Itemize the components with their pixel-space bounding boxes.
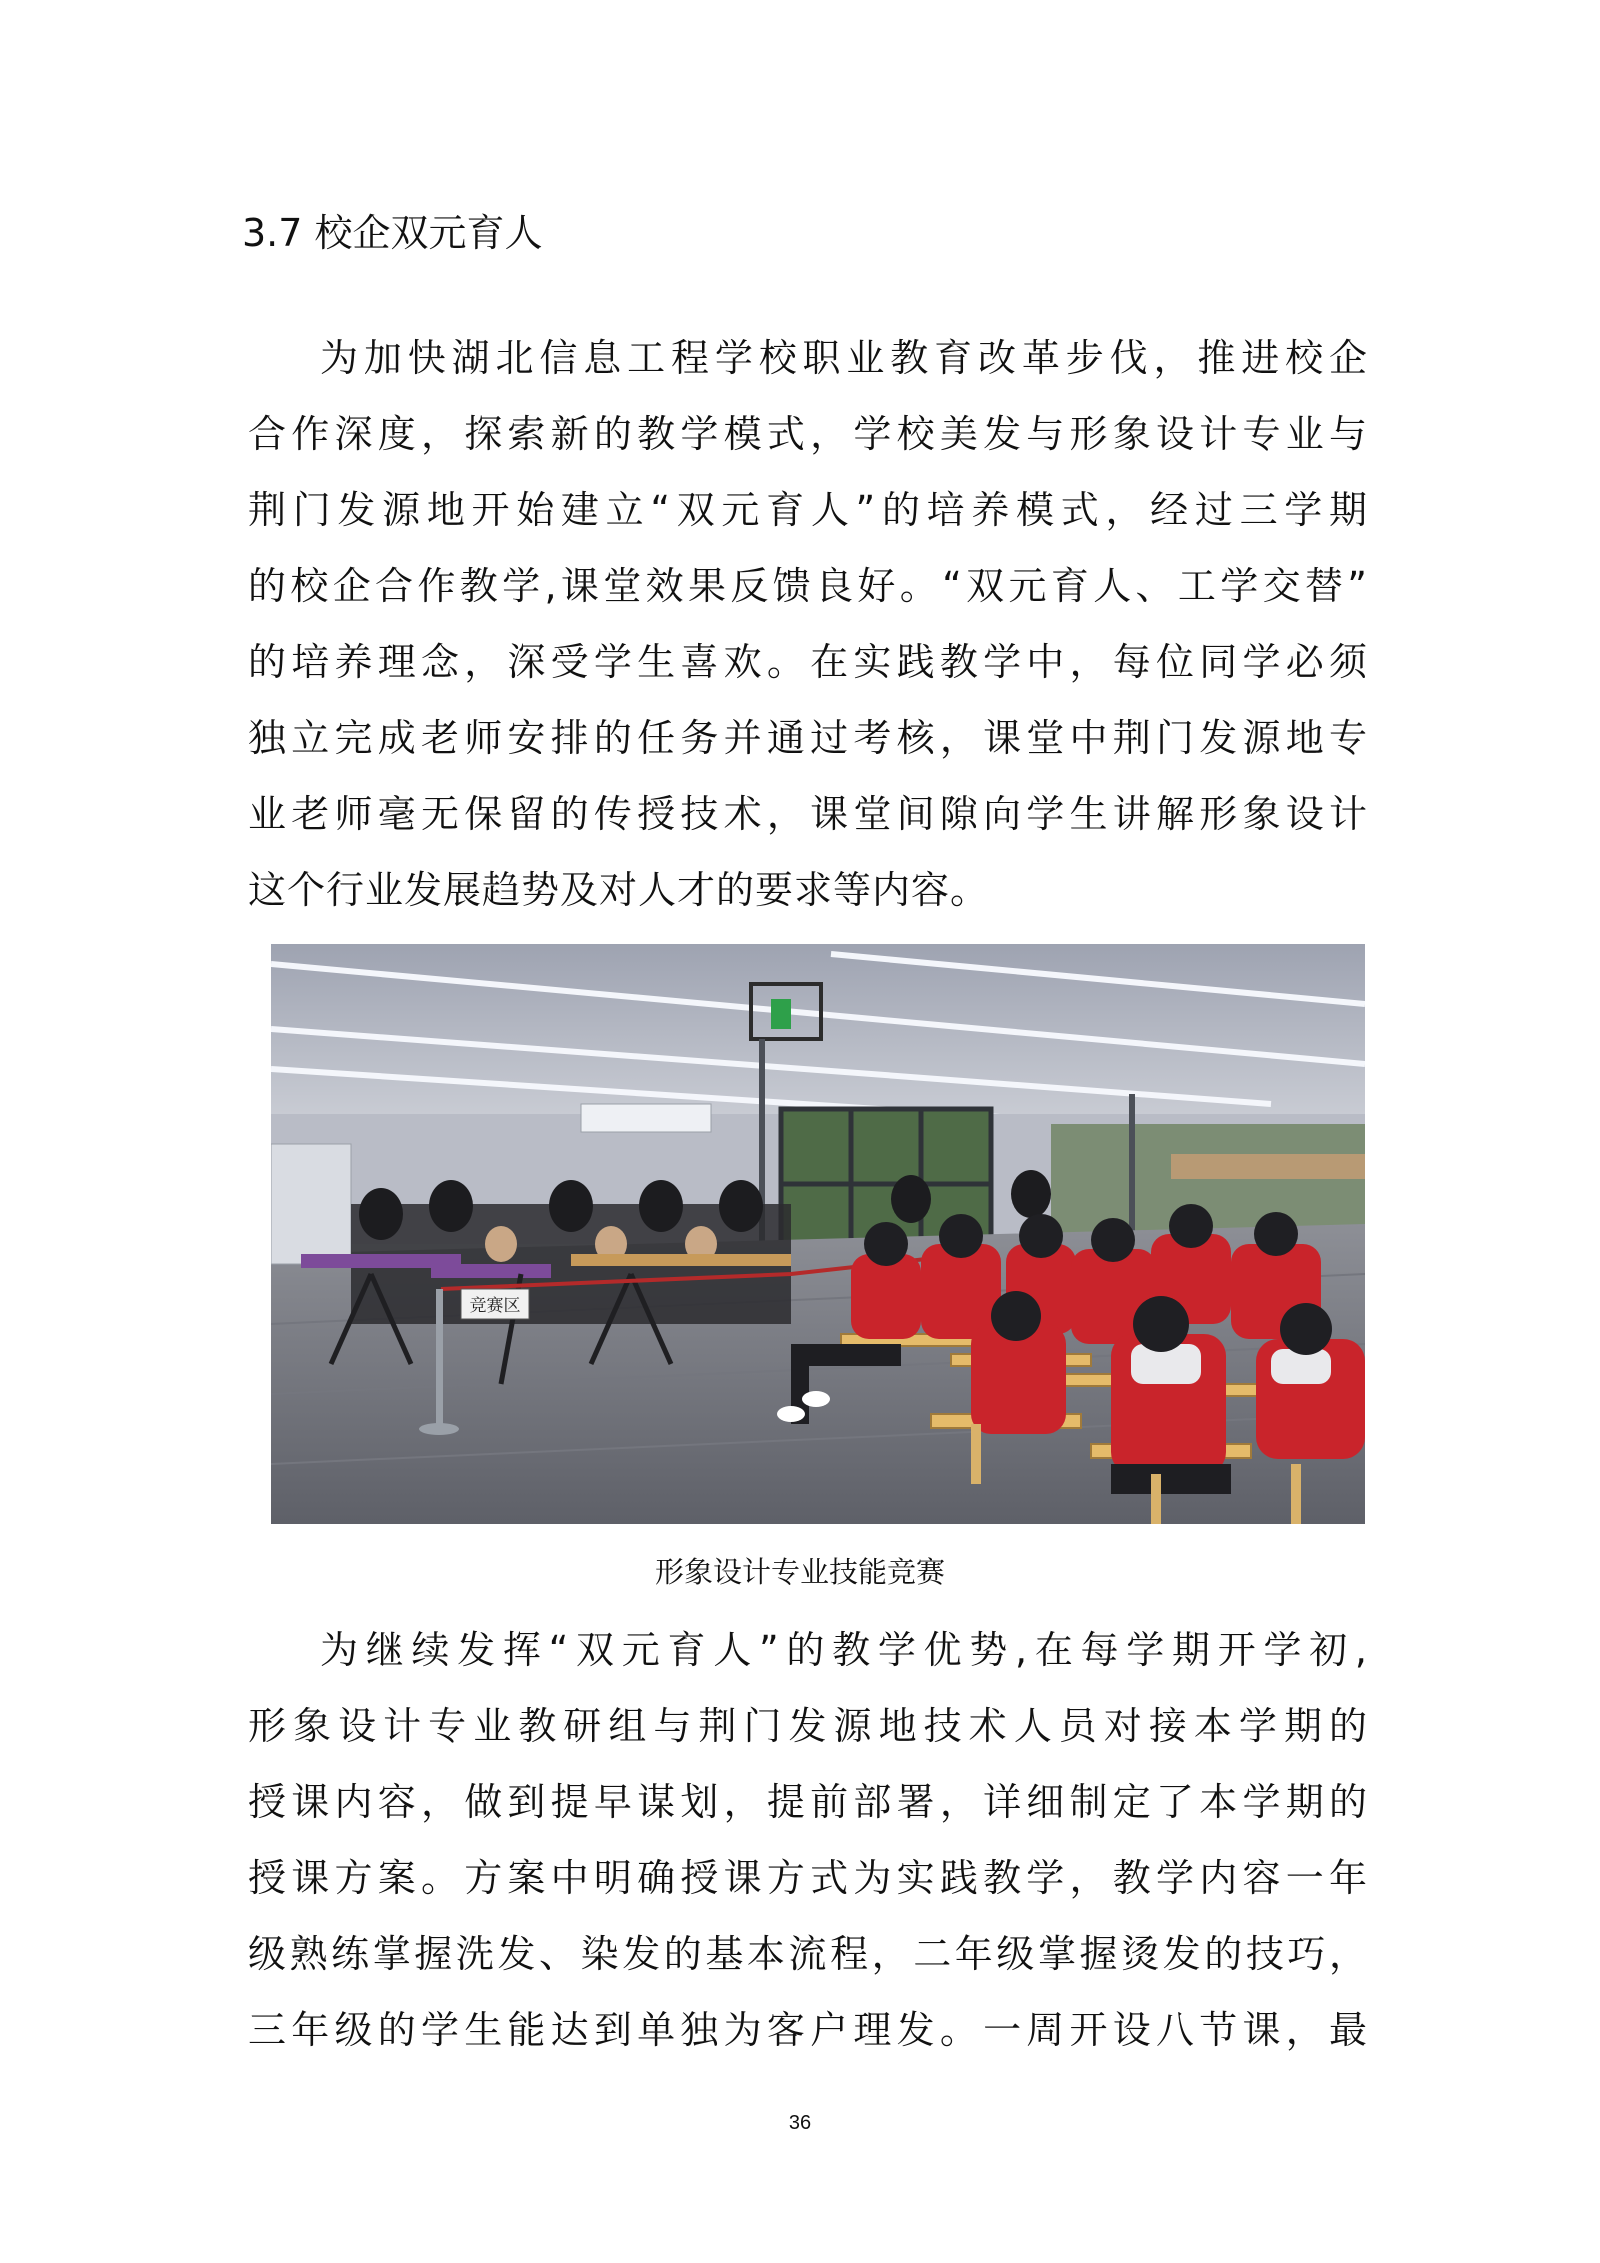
competition-photo xyxy=(271,944,1365,1524)
section-heading: 3.7 校企双元育人 xyxy=(242,211,543,255)
paragraph-1-line: 的校企合作教学,课堂效果反馈良好。“双元育人、工学交替” xyxy=(248,564,1368,608)
paragraph-2-line: 授课方案。方案中明确授课方式为实践教学，教学内容一年 xyxy=(248,1856,1368,1900)
paragraph-1-line: 为加快湖北信息工程学校职业教育改革步伐，推进校企 xyxy=(320,336,1368,380)
paragraph-2-line: 级熟练掌握洗发、染发的基本流程，二年级掌握烫发的技巧， xyxy=(248,1932,1368,1976)
figure-caption: 形象设计专业技能竞赛 xyxy=(654,1555,945,1589)
paragraph-2-line: 为继续发挥“双元育人”的教学优势,在每学期开学初, xyxy=(320,1628,1368,1672)
paragraph-2-line: 授课内容，做到提早谋划，提前部署，详细制定了本学期的 xyxy=(248,1780,1368,1824)
paragraph-1-line: 独立完成老师安排的任务并通过考核，课堂中荆门发源地专 xyxy=(248,716,1368,760)
paragraph-2-line: 形象设计专业教研组与荆门发源地技术人员对接本学期的 xyxy=(248,1704,1368,1748)
paragraph-1-line: 的培养理念，深受学生喜欢。在实践教学中，每位同学必须 xyxy=(248,640,1368,684)
paragraph-1-line: 这个行业发展趋势及对人才的要求等内容。 xyxy=(248,868,990,912)
paragraph-2-line: 三年级的学生能达到单独为客户理发。一周开设八节课，最 xyxy=(248,2008,1368,2052)
paragraph-1-line: 业老师毫无保留的传授技术，课堂间隙向学生讲解形象设计 xyxy=(248,792,1368,836)
page-number: 36 xyxy=(788,2112,812,2134)
competition-zone-sign: 竞赛区 xyxy=(469,1296,521,1316)
paragraph-1-line: 合作深度，探索新的教学模式，学校美发与形象设计专业与 xyxy=(248,412,1368,456)
paragraph-1-line: 荆门发源地开始建立“双元育人”的培养模式，经过三学期 xyxy=(248,488,1368,532)
